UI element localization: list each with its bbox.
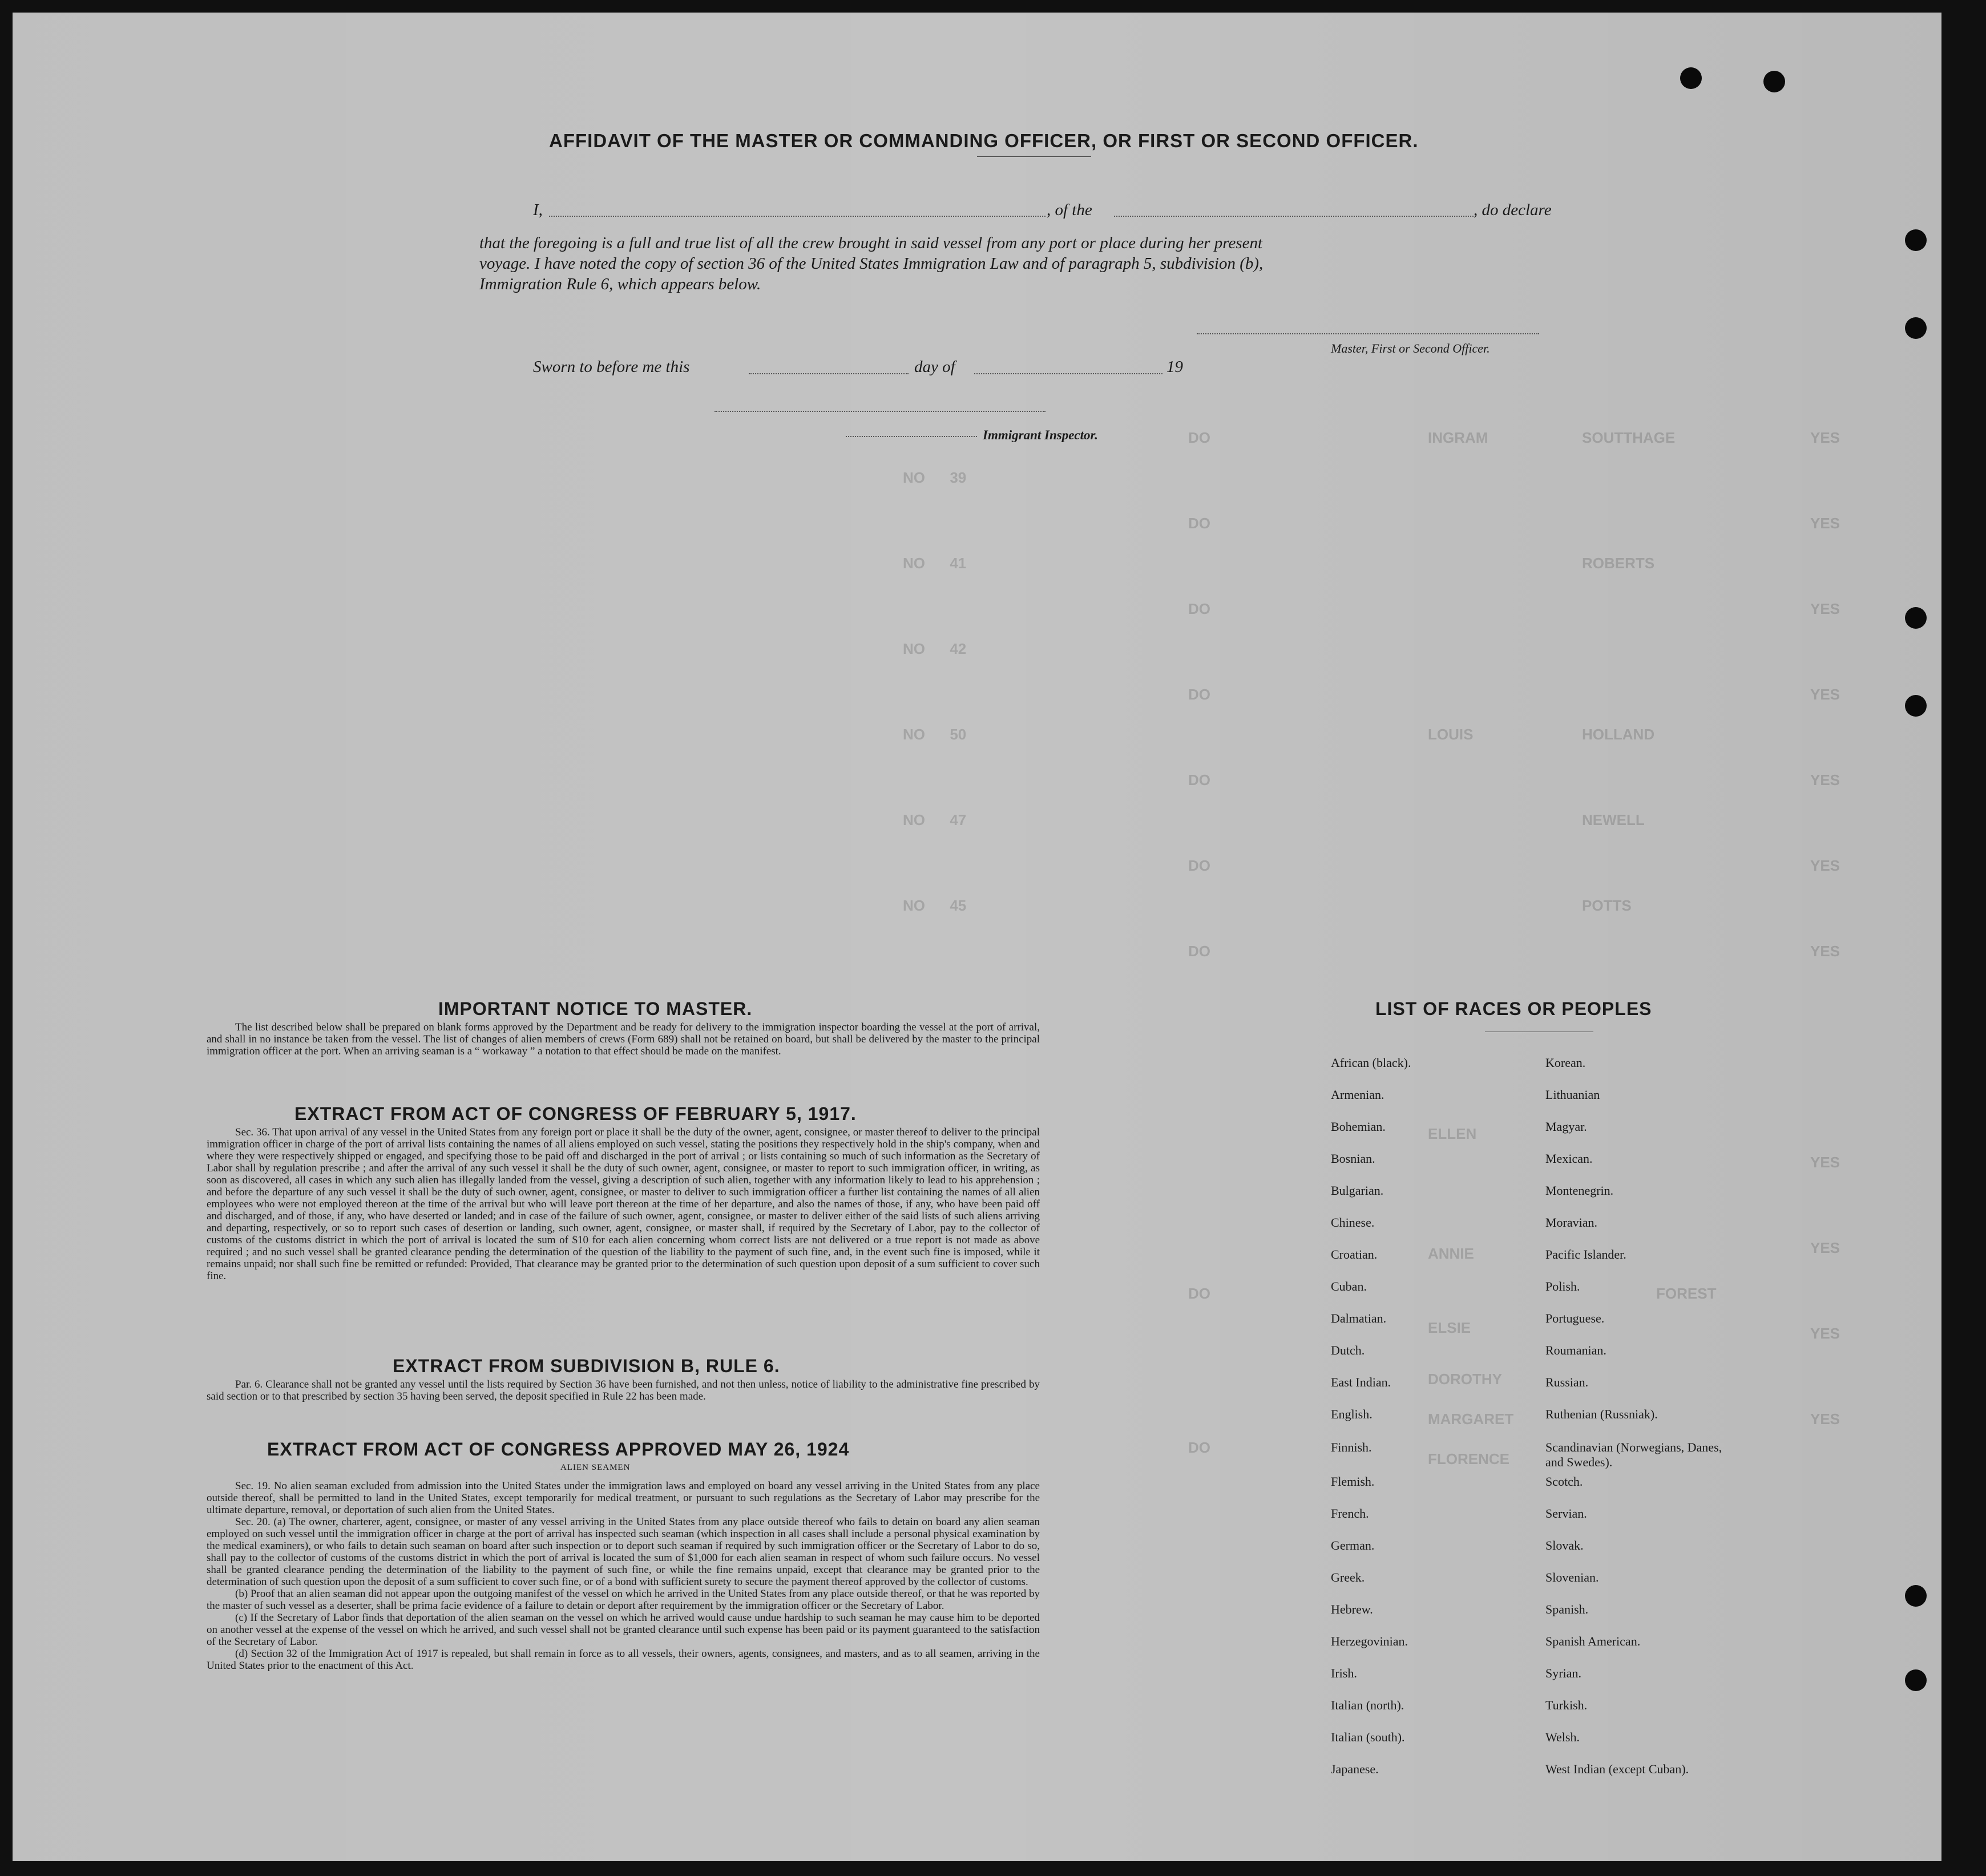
notice-text: The list described below shall be prepared on blank forms approved by the Department and be ready for delivery to the immigration inspector boarding the vessel at the port of arrival, and shall in no instance be taken from the vessel. The list of changes of alien members of crews (Form 689) shall not be retained on board, but shall be delivered by the master to the principal immigration officer at the port. When an arriving seaman is a “ workaway ” a notation to that effect should be made on the manifest. — [207, 1021, 1040, 1057]
affidavit-i: I, — [533, 201, 543, 219]
race-item: French. — [1331, 1506, 1369, 1521]
punch-hole — [1763, 71, 1785, 92]
race-item: Irish. — [1331, 1666, 1357, 1680]
punch-hole — [1680, 67, 1702, 89]
race-item: African (black). — [1331, 1056, 1411, 1070]
race-item: Finnish. — [1331, 1440, 1372, 1454]
master-name-field[interactable] — [549, 216, 1046, 217]
extract-1924-sec-20b: (b) Proof that an alien seaman did not appear upon the outgoing manifest of the vessel on which he arrived in the United States from any place outside thereof, or that he was reported by the master of such vessel as a deserter, shall be prima facie evidence of a failure to detain or deport after requirement by the immigration officer or the Secretary of Labor. — [207, 1588, 1040, 1612]
race-item: Bosnian. — [1331, 1151, 1375, 1166]
race-item: Chinese. — [1331, 1215, 1375, 1230]
race-item: Mexican. — [1545, 1151, 1593, 1166]
race-item: Hebrew. — [1331, 1602, 1373, 1616]
race-item: Slovenian. — [1545, 1570, 1599, 1584]
race-item: Portuguese. — [1545, 1311, 1605, 1325]
race-item: Bohemian. — [1331, 1119, 1386, 1134]
race-item: Dutch. — [1331, 1343, 1365, 1357]
subdivision-b-title: EXTRACT FROM SUBDIVISION B, RULE 6. — [393, 1356, 780, 1376]
affidavit-of-the: , of the — [1047, 201, 1092, 219]
vessel-name-field[interactable] — [1114, 216, 1474, 217]
race-item: Scotch. — [1545, 1474, 1583, 1489]
extract-1924-sec-19: Sec. 19. No alien seaman excluded from admission into the United States under the immigration laws and employed on board any vessel arriving in the United States from any place outside thereof, shall be permitted to land in the United States, except temporarily for medical treatment, or pursuant to such regulations as the Secretary of Labor may prescribe for the ultimate departure, removal, or deportation of such alien from the United States. — [207, 1480, 1040, 1516]
race-item: Armenian. — [1331, 1087, 1384, 1102]
inspector-line-2[interactable] — [846, 436, 977, 437]
affidavit-declare: , do declare — [1474, 201, 1552, 219]
affidavit-line-3: voyage. I have noted the copy of section 36 of the United States Immigration Law and of paragraph 5, subdivision (b), — [479, 254, 1264, 273]
extract-1924-subtitle: ALIEN SEAMEN — [560, 1463, 631, 1472]
document-page: YES YES YES YES YES YES YES SOUTTHAGE INGRAM ROBERTS HOLLAND NEWELL POTTS LOUIS NO 39 NO 41 NO 42 NO 50 NO 47 NO 45 DO DO DO DO DO DO DO DO DO ELLEN ANNIE ELSIE DOROTHY MARGARET FLORENCE YES YES YES YES FOREST AFFIDAVIT OF THE MASTER OR COMMANDING OFFICER, OR FIRST OR SECOND OFFICER. I, , of the , do declare that the foregoing is a full and true list of all the crew brought in said vessel from any port or place during her present voyage. I have noted the copy of section 36 of the United States Immigration Law and of paragraph 5, subdivision (b), Immigration Rule 6, which appears below. Master, First or Second Officer. Sworn to before me this day of 19 Immigrant Inspector. IMPORTANT NOTICE TO MASTER. The list described below shall be prepared on blank forms approved by the Department and be ready for delivery to the immigration inspector boarding the vessel at the port of arrival, and shall in no instance be taken from the vessel. The list of changes of alien members of crews (Form 689) shall not be retained on board, but shall be delivered by the master to the principal immigration officer at the port. When an arriving seaman is a “ workaway ” a notation to that effect should be made on the manifest. EXTRACT FROM ACT OF CONGRESS OF FEBRUARY 5, 1917. Sec. 36. That upon arrival of any vessel in the United States from any foreign port or place it shall be the duty of the owner, agent, consignee, or master thereof to deliver to the principal immigration officer in charge of the port of arrival lists containing the names of all aliens employed on such vessel, stating the positions they respectively hold in the ship's company, when and where they were respectively shipped or engaged, and specifying those to be paid off and discharged in the port of arrival ; or lists containing so much of such information as the Secretary of Labor shall by regulation prescribe ; and after the arrival of any such vessel it shall be the duty of such owner, agent, consignee, or master to report to such immigration officer, in writing, as soon as discovered, all cases in which any such alien has illegally landed from the vessel, giving a description of such alien, together with any information likely to lead to his apprehension ; and before the departure of any such vessel it shall be the duty of such owner, agent, consignee, or master to deliver to such immigration officer a further list containing the names of all alien employees who were not employed thereon at the time of the arrival but who will leave port thereon at the time of her departure, and also the names of those, if any, who have been paid off and discharged, and of those, if any, who have deserted or landed; and in case of the failure of such owner, agent, consignee, or master to deliver either of the said lists of such aliens arriving and departing, respectively, or so to report such cases of desertion or landing, such owner, agent, consignee, or master shall, if required by the Secretary of Labor, pay to the collector of customs of the customs district in which the port of arrival is located the sum of $10 for each alien concerning whom correct lists are not delivered or a true report is not made as above required ; and no such vessel shall be granted clearance pending the determination of the question of the liability to the payment of such fine, and, in the event such fine is imposed, while it remains unpaid; nor shall such fine be remitted or refunded: Provided, That clearance may be granted prior to the determination of such question upon deposit of a sum sufficient to cover such fine. EXTRACT FROM SUBDIVISION B, RULE 6. Par. 6. Clearance shall not be granted any vessel until the lists required by Section 36 have been furnished, and not then unless, notice of liability to the administrative fine prescribed by said section or to that prescribed by section 35 having been served, the deposit specified in Rule 22 has been made. EXTRACT FROM ACT OF CONGRESS APPROVED MAY 26, 1924 ALIEN SEAMEN Sec. 19. No alien seaman excluded from admission into the United States under the immigration laws and employed on board any vessel arriving in the United States from any place outside thereof, shall be permitted to land in the United States, except temporarily for medical treatment, or pursuant to such regulations as the Secretary of Labor may prescribe for the ultimate departure, removal, or deportation of such alien from the United States. Sec. 20. (a) The owner, charterer, agent, consignee, or master of any vessel arriving in the United States from any place outside thereof who fails to detain on board any alien seaman employed on such vessel until the immigration officer in charge at the port of arrival has inspected such seaman (which inspection in all cases shall include a personal physical examination by the medical examiners), or who fails to detain such seaman on board after such inspection or to deport such seaman if required by such immigration officer or the Secretary of Labor to do so, shall pay to the collector of customs of the customs district in which the port of arrival is located the sum of $1,000 for each alien seaman in respect of whom such failure occurs. No vessel shall be granted clearance pending the determination of the liability to the payment of such fine, or while the fine remains unpaid, except that clearance may be granted prior to the determination of such question upon the deposit of a sum sufficient to cover such fine, or of a bond with sufficient surety to secure the payment thereof approved by the collector of customs. (b) Proof that an alien seaman did not appear upon the outgoing manifest of the vessel on which he arrived in the United States from any place outside thereof, or that he was reported by the master of such vessel as a deserter, shall be prima facie evidence of a failure to detain or deport after requirement by the immigration officer or the Secretary of Labor. (c) If the Secretary of Labor finds that deportation of the alien seaman on the vessel on which he arrived would cause undue hardship to such seaman he may cause him to be deported on another vessel at the expense of the vessel on which he arrived, and such vessel shall not be granted clearance until such expense has been paid or its payment guaranteed to the satisfaction of the Secretary of Labor. (d) Section 32 of the Immigration Act of 1917 is repealed, but shall remain in force as to all vessels, their owners, agents, consignees, and masters, and as to all seamen, arriving in the United States prior to the enactment of this Act. LIST OF RACES OR PEOPLES African (black). Armenian. Bohemian. Bosnian. Bulgarian. Chinese. Croatian. Cuban. Dalmatian. Dutch. East Indian. English. Finnish. Flemish. French. German. Greek. Hebrew. Herzegovinian. Irish. Italian (north). Italian (south). Japanese. Korean. Lithuanian Magyar. Mexican. Montenegrin. Moravian. Pacific Islander. Polish. Portuguese. Roumanian. Russian. Ruthenian (Russniak). Scandinavian (Norwegians, Danes, and Swedes). Scotch. Servian. Slovak. Slovenian. Spanish. Spanish American. Syrian. Turkish. Welsh. West Indian (except Cuban). — [13, 13, 1941, 1861]
race-item: Servian. — [1545, 1506, 1587, 1521]
inspector-signature-line[interactable] — [715, 411, 1046, 412]
race-item: English. — [1331, 1407, 1373, 1421]
punch-hole — [1905, 695, 1927, 717]
race-item: Magyar. — [1545, 1119, 1587, 1134]
race-item: Cuban. — [1331, 1279, 1367, 1293]
race-item: Bulgarian. — [1331, 1183, 1384, 1198]
race-item: Italian (south). — [1331, 1730, 1405, 1744]
title-underline — [977, 156, 1091, 157]
extract-1924-sec-20a: Sec. 20. (a) The owner, charterer, agent, consignee, or master of any vessel arriving in the United States from any place outside thereof who fails to detain on board any alien seaman employed on such vessel until the immigration officer in charge at the port of arrival has inspected such seaman (which inspection in all cases shall include a personal physical examination by the medical examiners), or who fails to detain such seaman on board after such inspection or to deport such seaman if required by such immigration officer or the Secretary of Labor to do so, shall pay to the collector of customs of the customs district in which the port of arrival is located the sum of $1,000 for each alien seaman in respect of whom such failure occurs. No vessel shall be granted clearance pending the determination of the liability to the payment of such fine, or while the fine remains unpaid, except that clearance may be granted prior to the determination of such question upon the deposit of a sum sufficient to cover such fine, or of a bond with sufficient surety to secure the payment thereof approved by the collector of customs. — [207, 1516, 1040, 1588]
punch-hole — [1905, 1585, 1927, 1607]
race-item: Russian. — [1545, 1375, 1589, 1389]
extract-1917-text: Sec. 36. That upon arrival of any vessel in the United States from any foreign port or place it shall be the duty of the owner, agent, consignee, or master thereof to deliver to the principal immigration officer in charge of the port of arrival lists containing the names of all aliens employed on such vessel, stating the positions they respectively hold in the ship's company, when and where they were respectively shipped or engaged, and specifying those to be paid off and discharged in the port of arrival ; or lists containing so much of such information as the Secretary of Labor shall by regulation prescribe ; and after the arrival of any such vessel it shall be the duty of such owner, agent, consignee, or master to report to such immigration officer, in writing, as soon as discovered, all cases in which any such alien has illegally landed from the vessel, giving a description of such alien, together with any information likely to lead to his apprehension ; and before the departure of any such vessel it shall be the duty of such owner, agent, consignee, or master to deliver to such immigration officer a further list containing the names of all alien employees who were not employed thereon at the time of the arrival but who will leave port thereon at the time of her departure, and also the names of those, if any, who have been paid off and discharged, and of those, if any, who have deserted or landed; and in case of the failure of such owner, agent, consignee, or master to deliver either of the said lists of such aliens arriving and departing, respectively, or so to report such cases of desertion or landing, such owner, agent, consignee, or master shall, if required by the Secretary of Labor, pay to the collector of customs of the customs district in which the port of arrival is located the sum of $10 for each alien concerning whom correct lists are not delivered or a true report is not made as above required ; and no such vessel shall be granted clearance pending the determination of the question of the liability to the payment of such fine, and, in the event such fine is imposed, while it remains unpaid; nor shall such fine be remitted or refunded: Provided, That clearance may be granted prior to the determination of such question upon deposit of a sum sufficient to cover such fine. — [207, 1126, 1040, 1282]
punch-hole — [1905, 317, 1927, 339]
notice-title: IMPORTANT NOTICE TO MASTER. — [438, 998, 753, 1019]
race-item: Scandinavian (Norwegians, Danes, and Swedes). — [1545, 1440, 1722, 1469]
race-item: Pacific Islander. — [1545, 1247, 1626, 1262]
affidavit-title: AFFIDAVIT OF THE MASTER OR COMMANDING OFFICER, OR FIRST OR SECOND OFFICER. — [549, 130, 1419, 151]
race-item: Turkish. — [1545, 1698, 1588, 1712]
race-item: Polish. — [1545, 1279, 1580, 1293]
signature-label: Master, First or Second Officer. — [1331, 341, 1490, 355]
sworn-month-field[interactable] — [974, 373, 1162, 374]
race-item: Syrian. — [1545, 1666, 1581, 1680]
sworn-date-field[interactable] — [749, 373, 909, 374]
race-item: East Indian. — [1331, 1375, 1391, 1389]
race-item: Slovak. — [1545, 1538, 1584, 1552]
race-item: Spanish American. — [1545, 1634, 1641, 1648]
races-title: LIST OF RACES OR PEOPLES — [1375, 998, 1652, 1019]
race-item: Herzegovinian. — [1331, 1634, 1408, 1648]
sworn-text: Sworn to before me this — [533, 358, 690, 376]
race-item: Dalmatian. — [1331, 1311, 1387, 1325]
race-item: Korean. — [1545, 1056, 1586, 1070]
subdivision-b-text: Par. 6. Clearance shall not be granted any vessel until the lists required by Section 36 have been furnished, and not then unless, notice of liability to the administrative fine prescribed by said section or to that prescribed by section 35 having been served, the deposit specified in Rule 22 has been made. — [207, 1378, 1040, 1402]
punch-hole — [1905, 607, 1927, 629]
race-item: Italian (north). — [1331, 1698, 1404, 1712]
day-of-text: day of — [914, 358, 955, 376]
race-item: Roumanian. — [1545, 1343, 1606, 1357]
race-item: West Indian (except Cuban). — [1545, 1762, 1689, 1776]
year-prefix: 19 — [1166, 358, 1183, 376]
extract-1924-sec-20d: (d) Section 32 of the Immigration Act of 1917 is repealed, but shall remain in force as to all vessels, their owners, agents, consignees, and masters, and as to all seamen, arriving in the United States prior to the enactment of this Act. — [207, 1648, 1040, 1672]
inspector-label: Immigrant Inspector. — [983, 428, 1098, 442]
race-item: Moravian. — [1545, 1215, 1598, 1230]
race-item: Greek. — [1331, 1570, 1365, 1584]
extract-1924-sec-20c: (c) If the Secretary of Labor finds that deportation of the alien seaman on the vessel on which he arrived would cause undue hardship to such seaman he may cause him to be deported on another vessel at the expense of the vessel on which he arrived, and such vessel shall not be granted clearance until such expense has been paid or its payment guaranteed to the satisfaction of the Secretary of Labor. — [207, 1612, 1040, 1648]
race-item: Ruthenian (Russniak). — [1545, 1407, 1658, 1421]
race-item: Japanese. — [1331, 1762, 1379, 1776]
extract-1924-body — [207, 1480, 1040, 1672]
affidavit-line-2: that the foregoing is a full and true list of all the crew brought in said vessel from any port or place during her present — [479, 234, 1263, 252]
signature-line[interactable] — [1197, 333, 1539, 334]
race-item: Lithuanian — [1545, 1087, 1600, 1102]
punch-hole — [1905, 229, 1927, 251]
punch-hole — [1905, 1669, 1927, 1691]
race-item: Spanish. — [1545, 1602, 1589, 1616]
race-item: Croatian. — [1331, 1247, 1378, 1262]
race-item: Flemish. — [1331, 1474, 1375, 1489]
extract-1924-title: EXTRACT FROM ACT OF CONGRESS APPROVED MAY 26, 1924 — [267, 1439, 850, 1459]
extract-1917-title: EXTRACT FROM ACT OF CONGRESS OF FEBRUARY 5, 1917. — [294, 1103, 857, 1124]
race-item: Welsh. — [1545, 1730, 1580, 1744]
affidavit-line-4: Immigration Rule 6, which appears below. — [479, 275, 761, 293]
race-item: German. — [1331, 1538, 1375, 1552]
race-item: Montenegrin. — [1545, 1183, 1614, 1198]
